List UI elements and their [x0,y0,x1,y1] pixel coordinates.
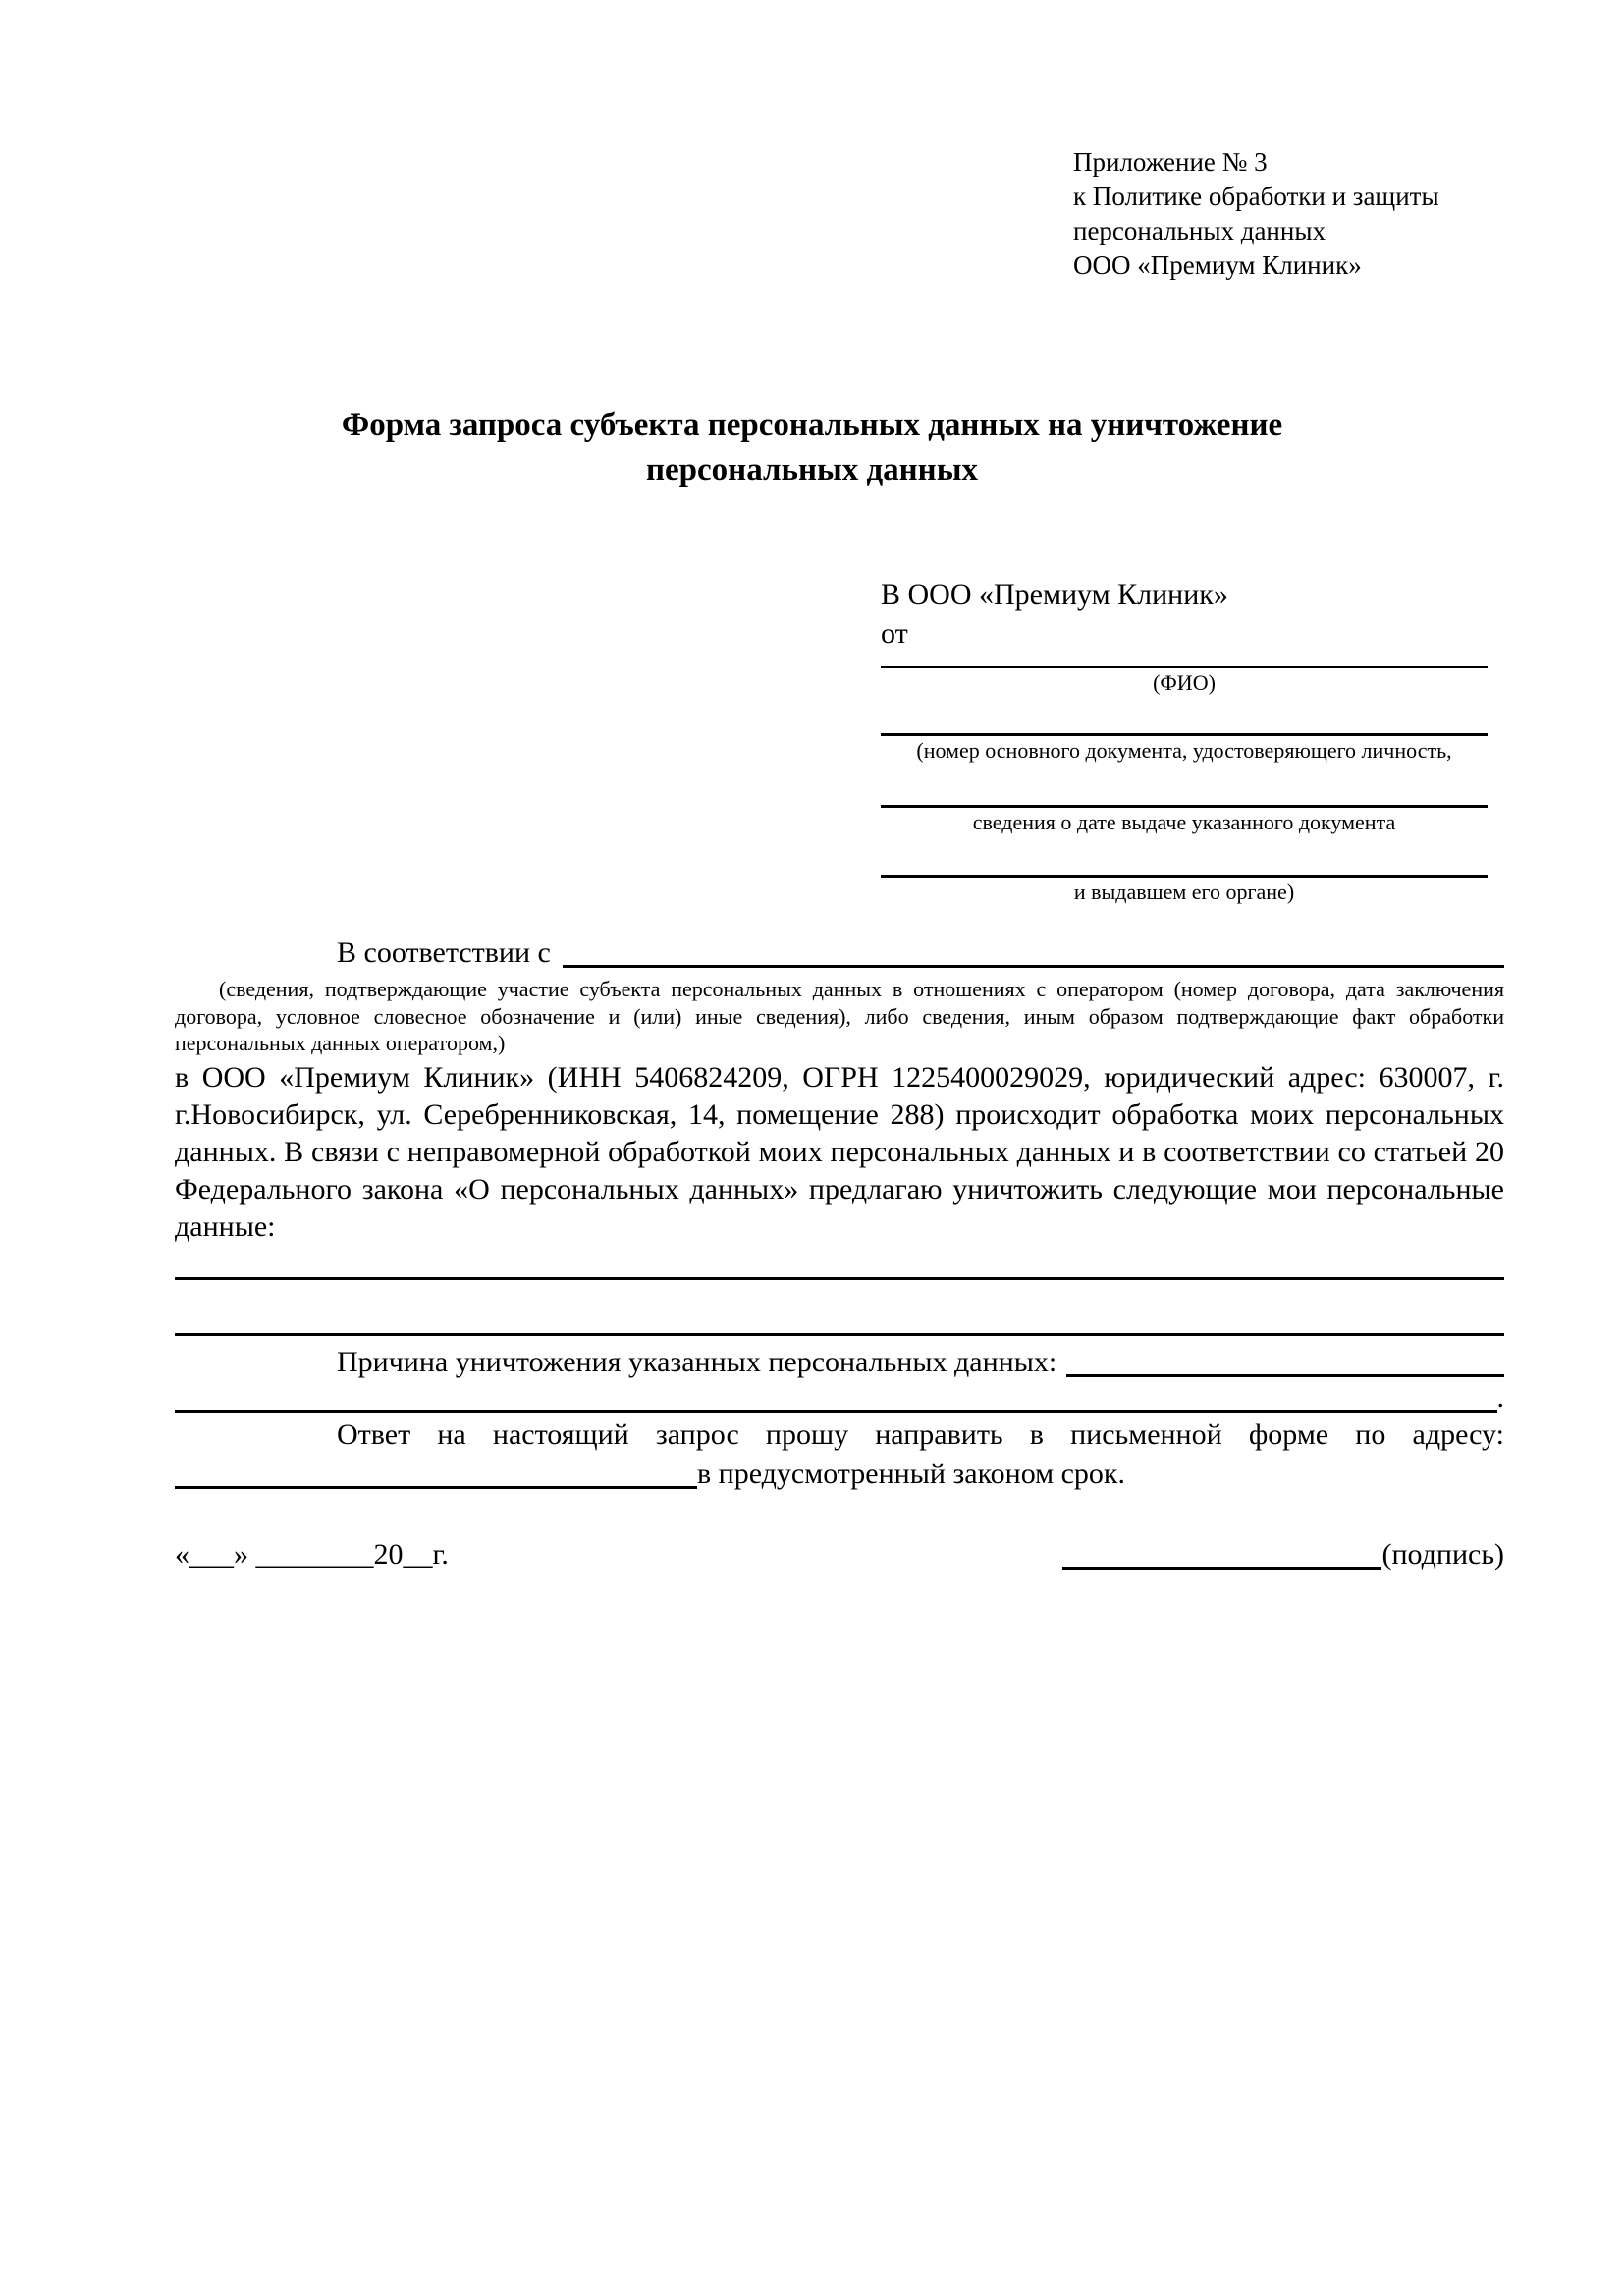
address-blank-line [175,1486,697,1489]
signature-blank-line [1062,1567,1381,1570]
appendix-note-line-3: персональных данных [1073,216,1326,245]
data-blank-line-2 [175,1333,1504,1336]
doc-date-blank-line [881,805,1488,808]
addressee-org: В ООО «Премиум Клиник» [881,578,1228,611]
appendix-note-line-1: Приложение № 3 [1073,147,1268,177]
appendix-note-line-2: к Политике обработки и защиты [1073,182,1439,211]
doc-number-caption: (номер основного документа, удостоверяющего личность, [916,738,1452,763]
accordance-blank-line [563,965,1504,968]
document-title-line-1: Форма запроса субъекта персональных данных на уничтожение [341,407,1283,443]
data-blank-line-1 [175,1277,1504,1280]
accordance-note: (сведения, подтверждающие участие субъекта персональных данных в отношениях с оператором (номер договора, дата заключения договора, условное словесное обозначение и (или) иные сведения), либо сведения, иным образом подтверждающие факт обработки персональных данных оператором,) [175,977,1504,1055]
reason-blank-line [1066,1374,1504,1377]
addressee-from-label: от [881,617,908,650]
reply-sentence: Ответ на настоящий запрос прошу направить в письменной форме по адресу: [337,1417,1504,1451]
reason-label: Причина уничтожения указанных персональных данных: [337,1345,1057,1378]
trailing-period: . [1496,1380,1504,1414]
document-title [0,402,1624,493]
document-title-line-2: персональных данных [646,453,978,488]
addressee-block [881,575,1488,905]
doc-date-caption: сведения о дате выдаче указанного документа [972,810,1396,834]
signature-area [1062,1536,1504,1574]
reason-blank-line-2 [175,1410,1497,1413]
date-line: «___» ________20__г. [175,1537,449,1571]
appendix-note-line-4: ООО «Премиум Клиник» [1073,250,1362,280]
signature-caption: (подпись) [1381,1537,1504,1571]
reason-blank-row-2 [175,1381,1504,1416]
date-signature-row [175,1536,1504,1574]
appendix-note [1073,145,1439,283]
reply-term-row [175,1454,1504,1493]
body-block [175,929,1504,1574]
main-paragraph: в ООО «Премиум Клиник» (ИНН 5406824209, ОГРН 1225400029029, юридический адрес: 630007, г. г.Новосибирск, ул. Серебренниковская, 14, помещение 288) происходит обработка моих персональных данных. В связи с неправомерной обработкой моих персональных данных и в соответствии со статьей 20 Федерального закона «О персональных данных» предлагаю уничтожить следующие мои персональные данные: [175,1060,1504,1243]
fio-blank-line [881,666,1488,668]
accordance-row [175,929,1504,972]
doc-issuer-caption: и выдавшем его органе) [1073,880,1295,904]
reason-row [175,1338,1504,1381]
accordance-lead: В соответствии с [337,936,551,969]
fio-caption: (ФИО) [1153,670,1216,695]
doc-number-blank-line [881,733,1488,736]
doc-issuer-blank-line [881,875,1488,878]
reply-tail: в предусмотренный законом срок. [697,1457,1125,1490]
